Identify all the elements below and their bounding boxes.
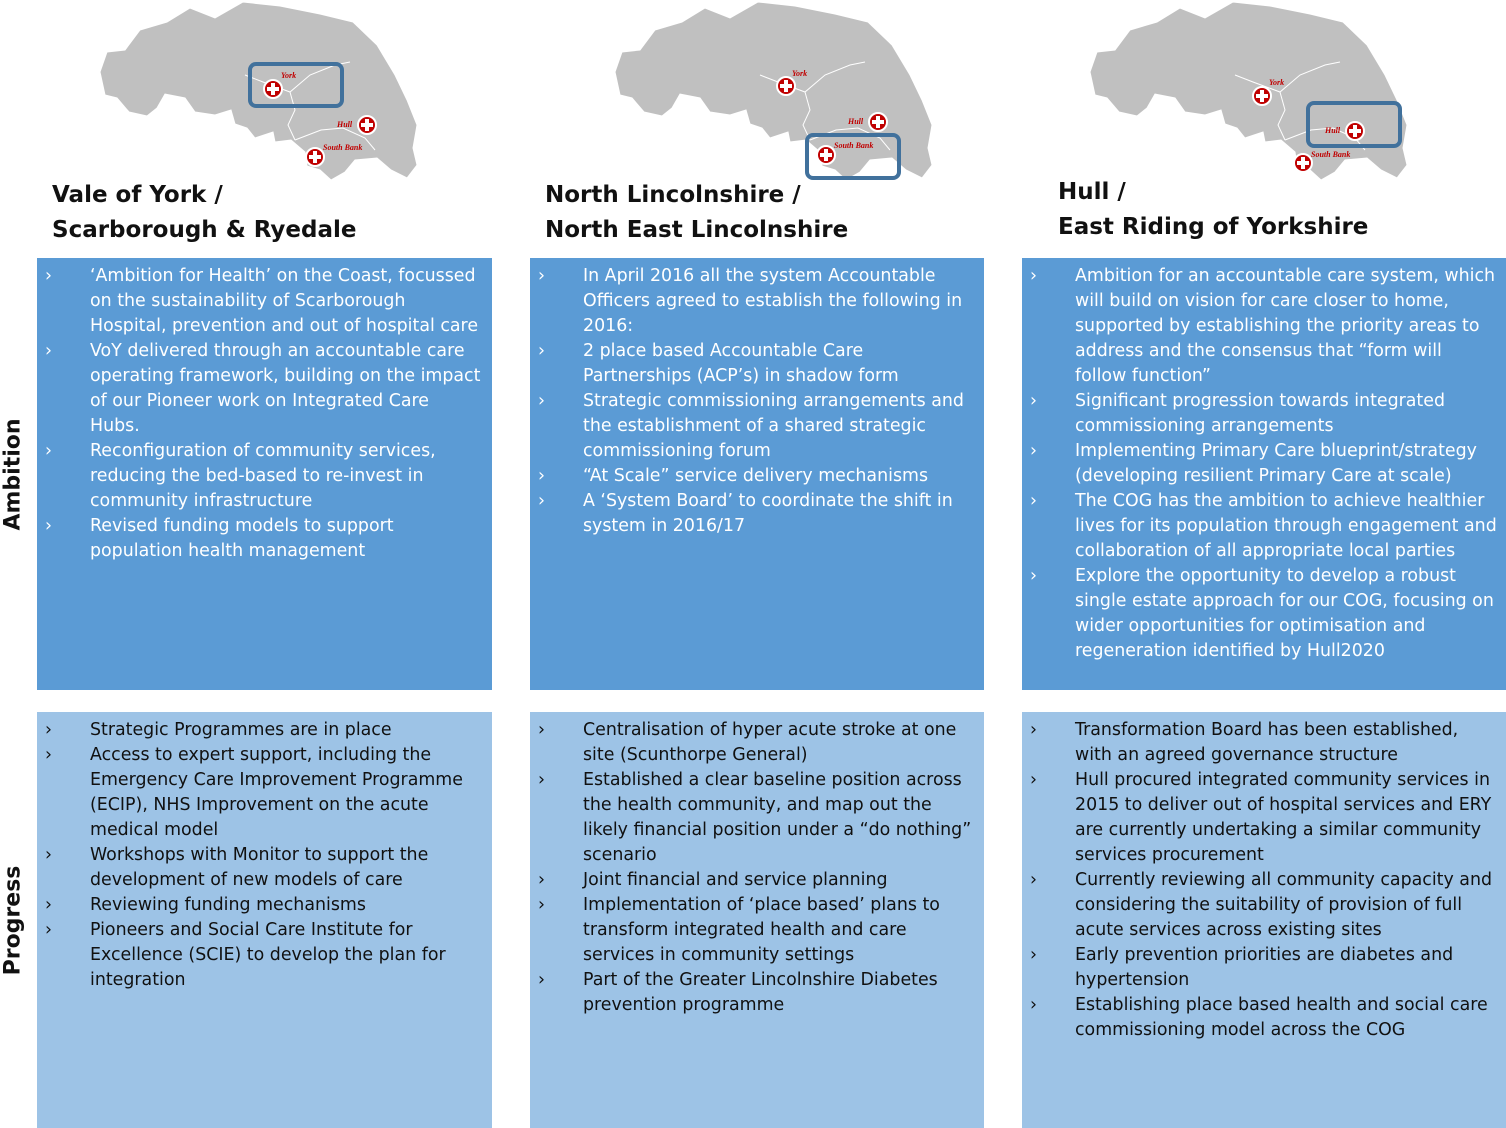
map-region-shape — [615, 2, 932, 180]
list-item — [1030, 768, 1498, 868]
title-line-1: Hull / — [1058, 179, 1126, 205]
ambition-list — [1030, 264, 1498, 664]
map-region-shape — [1090, 2, 1407, 180]
chevron-right-icon: › — [1030, 566, 1037, 586]
list-item — [45, 843, 484, 893]
chevron-right-icon: › — [45, 441, 52, 461]
list-item-text: Strategic Programmes are in place — [90, 720, 392, 740]
chevron-right-icon: › — [45, 266, 52, 286]
list-item — [538, 339, 976, 389]
ambition-list — [45, 264, 484, 564]
list-item-text: Currently reviewing all community capacity and considering the suitability of provision of full acute services across existing sites — [1075, 870, 1493, 940]
list-item-text: Workshops with Monitor to support the development of new models of care — [90, 845, 429, 890]
list-item-text: The COG has the ambition to achieve healthier lives for its population through engagement and collaboration of all appropriate local parties — [1075, 491, 1497, 561]
list-item — [538, 893, 976, 968]
row-label-ambition — [0, 258, 28, 690]
list-item — [1030, 264, 1498, 389]
chevron-right-icon: › — [1030, 720, 1037, 740]
chevron-right-icon: › — [45, 895, 52, 915]
ambition-box-hull — [1022, 258, 1506, 690]
list-item — [538, 389, 976, 464]
map-label-york: York — [1269, 78, 1285, 87]
list-item-text: Part of the Greater Lincolnshire Diabetes prevention programme — [583, 970, 938, 1015]
list-item-text: Ambition for an accountable care system, which will build on vision for care closer to home, supported by establishing the priority areas to address and the consensus that “form will follow function” — [1075, 266, 1496, 386]
map-region-shape — [100, 2, 417, 180]
title-line-2: East Riding of Yorkshire — [1058, 214, 1369, 240]
chevron-right-icon: › — [1030, 870, 1037, 890]
chevron-right-icon: › — [1030, 391, 1037, 411]
region-map-hull — [1085, 0, 1425, 195]
chevron-right-icon: › — [1030, 945, 1037, 965]
map-label-hull: Hull — [848, 117, 864, 126]
chevron-right-icon: › — [538, 341, 545, 361]
title-line-1: Vale of York / — [52, 182, 223, 208]
progress-box-vale-of-york — [37, 712, 492, 1128]
list-item — [538, 718, 976, 768]
column-title-hull — [1058, 175, 1368, 245]
map-label-hull: Hull — [337, 120, 353, 129]
list-item-text: ‘Ambition for Health’ on the Coast, focussed on the sustainability of Scarborough Hospital, prevention and out of hospital care — [90, 266, 479, 336]
list-item — [538, 968, 976, 1018]
list-item — [538, 489, 976, 539]
list-item-text: Early prevention priorities are diabetes and hypertension — [1075, 945, 1454, 990]
chevron-right-icon: › — [538, 266, 545, 286]
list-item-text: Centralisation of hyper acute stroke at one site (Scunthorpe General) — [583, 720, 957, 765]
chevron-right-icon: › — [45, 341, 52, 361]
map-label-hull: Hull — [1325, 126, 1341, 135]
chevron-right-icon: › — [538, 391, 545, 411]
list-item-text: Strategic commissioning arrangements and the establishment of a shared strategic commissioning forum — [583, 391, 964, 461]
map-label-york: York — [281, 71, 297, 80]
chevron-right-icon: › — [538, 870, 545, 890]
title-line-2: North East Lincolnshire — [545, 217, 849, 243]
chevron-right-icon: › — [538, 466, 545, 486]
list-item — [45, 893, 484, 918]
title-line-2: Scarborough & Ryedale — [52, 217, 357, 243]
list-item-text: Established a clear baseline position across the health community, and map out the likely financial position under a “do nothing” scenario — [583, 770, 972, 865]
list-item-text: Significant progression towards integrated commissioning arrangements — [1075, 391, 1445, 436]
row-label-ambition-text: Ambition — [0, 417, 26, 531]
list-item-text: Revised funding models to support population health management — [90, 516, 394, 561]
list-item — [538, 264, 976, 339]
chevron-right-icon: › — [1030, 770, 1037, 790]
list-item-text: VoY delivered through an accountable care operating framework, building on the impact of our Pioneer work on Integrated Care Hubs. — [90, 341, 481, 436]
chevron-right-icon: › — [45, 516, 52, 536]
list-item-text: Hull procured integrated community services in 2015 to deliver out of hospital services and ERY are currently undertaking a similar community services procurement — [1075, 770, 1492, 865]
list-item — [1030, 564, 1498, 664]
list-item-text: Implementing Primary Care blueprint/strategy (developing resilient Primary Care at scale) — [1075, 441, 1477, 486]
list-item-text: Transformation Board has been established, with an agreed governance structure — [1075, 720, 1459, 765]
list-item — [538, 464, 976, 489]
chevron-right-icon: › — [45, 720, 52, 740]
list-item-text: Reconfiguration of community services, reducing the bed-based to re-invest in community infrastructure — [90, 441, 436, 511]
chevron-right-icon: › — [538, 895, 545, 915]
list-item-text: Access to expert support, including the Emergency Care Improvement Programme (ECIP), NHS Improvement on the acute medical model — [90, 745, 463, 840]
chevron-right-icon: › — [45, 745, 52, 765]
list-item-text: Establishing place based health and social care commissioning model across the COG — [1075, 995, 1488, 1040]
chevron-right-icon: › — [1030, 266, 1037, 286]
list-item — [45, 439, 484, 514]
list-item-text: Explore the opportunity to develop a robust single estate approach for our COG, focusing on wider opportunities for optimisation and regeneration identified by Hull2020 — [1075, 566, 1494, 661]
list-item — [538, 868, 976, 893]
list-item-text: In April 2016 all the system Accountable Officers agreed to establish the following in 2016: — [583, 266, 963, 336]
list-item-text: “At Scale” service delivery mechanisms — [583, 466, 929, 486]
chevron-right-icon: › — [1030, 441, 1037, 461]
region-map-north-lincolnshire — [610, 0, 950, 195]
ambition-box-north-lincolnshire — [530, 258, 984, 690]
ambition-list — [538, 264, 976, 539]
progress-list — [45, 718, 484, 993]
map-label-york: York — [792, 69, 808, 78]
chevron-right-icon: › — [45, 920, 52, 940]
progress-box-north-lincolnshire — [530, 712, 984, 1128]
chevron-right-icon: › — [538, 770, 545, 790]
list-item-text: Reviewing funding mechanisms — [90, 895, 366, 915]
list-item — [45, 339, 484, 439]
list-item — [1030, 718, 1498, 768]
list-item — [45, 743, 484, 843]
progress-list — [1030, 718, 1498, 1043]
list-item-text: A ‘System Board’ to coordinate the shift in system in 2016/17 — [583, 491, 953, 536]
list-item — [45, 514, 484, 564]
list-item — [1030, 489, 1498, 564]
chevron-right-icon: › — [1030, 995, 1037, 1015]
row-label-progress-text: Progress — [0, 865, 26, 975]
list-item — [1030, 943, 1498, 993]
list-item-text: 2 place based Accountable Care Partnerships (ACP’s) in shadow form — [583, 341, 899, 386]
list-item — [1030, 993, 1498, 1043]
chevron-right-icon: › — [538, 491, 545, 511]
list-item — [1030, 389, 1498, 439]
column-title-vale-of-york — [52, 178, 357, 248]
chevron-right-icon: › — [45, 845, 52, 865]
progress-list — [538, 718, 976, 1018]
map-label-south-bank: South Bank — [834, 141, 874, 150]
list-item — [1030, 868, 1498, 943]
chevron-right-icon: › — [1030, 491, 1037, 511]
list-item-text: Joint financial and service planning — [583, 870, 888, 890]
progress-box-hull — [1022, 712, 1506, 1128]
region-map-vale-of-york — [95, 0, 435, 195]
map-label-south-bank: South Bank — [323, 143, 363, 152]
list-item — [45, 718, 484, 743]
ambition-box-vale-of-york — [37, 258, 492, 690]
list-item — [538, 768, 976, 868]
chevron-right-icon: › — [538, 970, 545, 990]
list-item — [1030, 439, 1498, 489]
map-label-south-bank: South Bank — [1311, 150, 1351, 159]
title-line-1: North Lincolnshire / — [545, 182, 801, 208]
chevron-right-icon: › — [538, 720, 545, 740]
list-item — [45, 264, 484, 339]
column-title-north-lincolnshire — [545, 178, 848, 248]
list-item — [45, 918, 484, 993]
list-item-text: Implementation of ‘place based’ plans to transform integrated health and care services in community settings — [583, 895, 940, 965]
list-item-text: Pioneers and Social Care Institute for Excellence (SCIE) to develop the plan for integration — [90, 920, 446, 990]
row-label-progress — [0, 712, 28, 1128]
